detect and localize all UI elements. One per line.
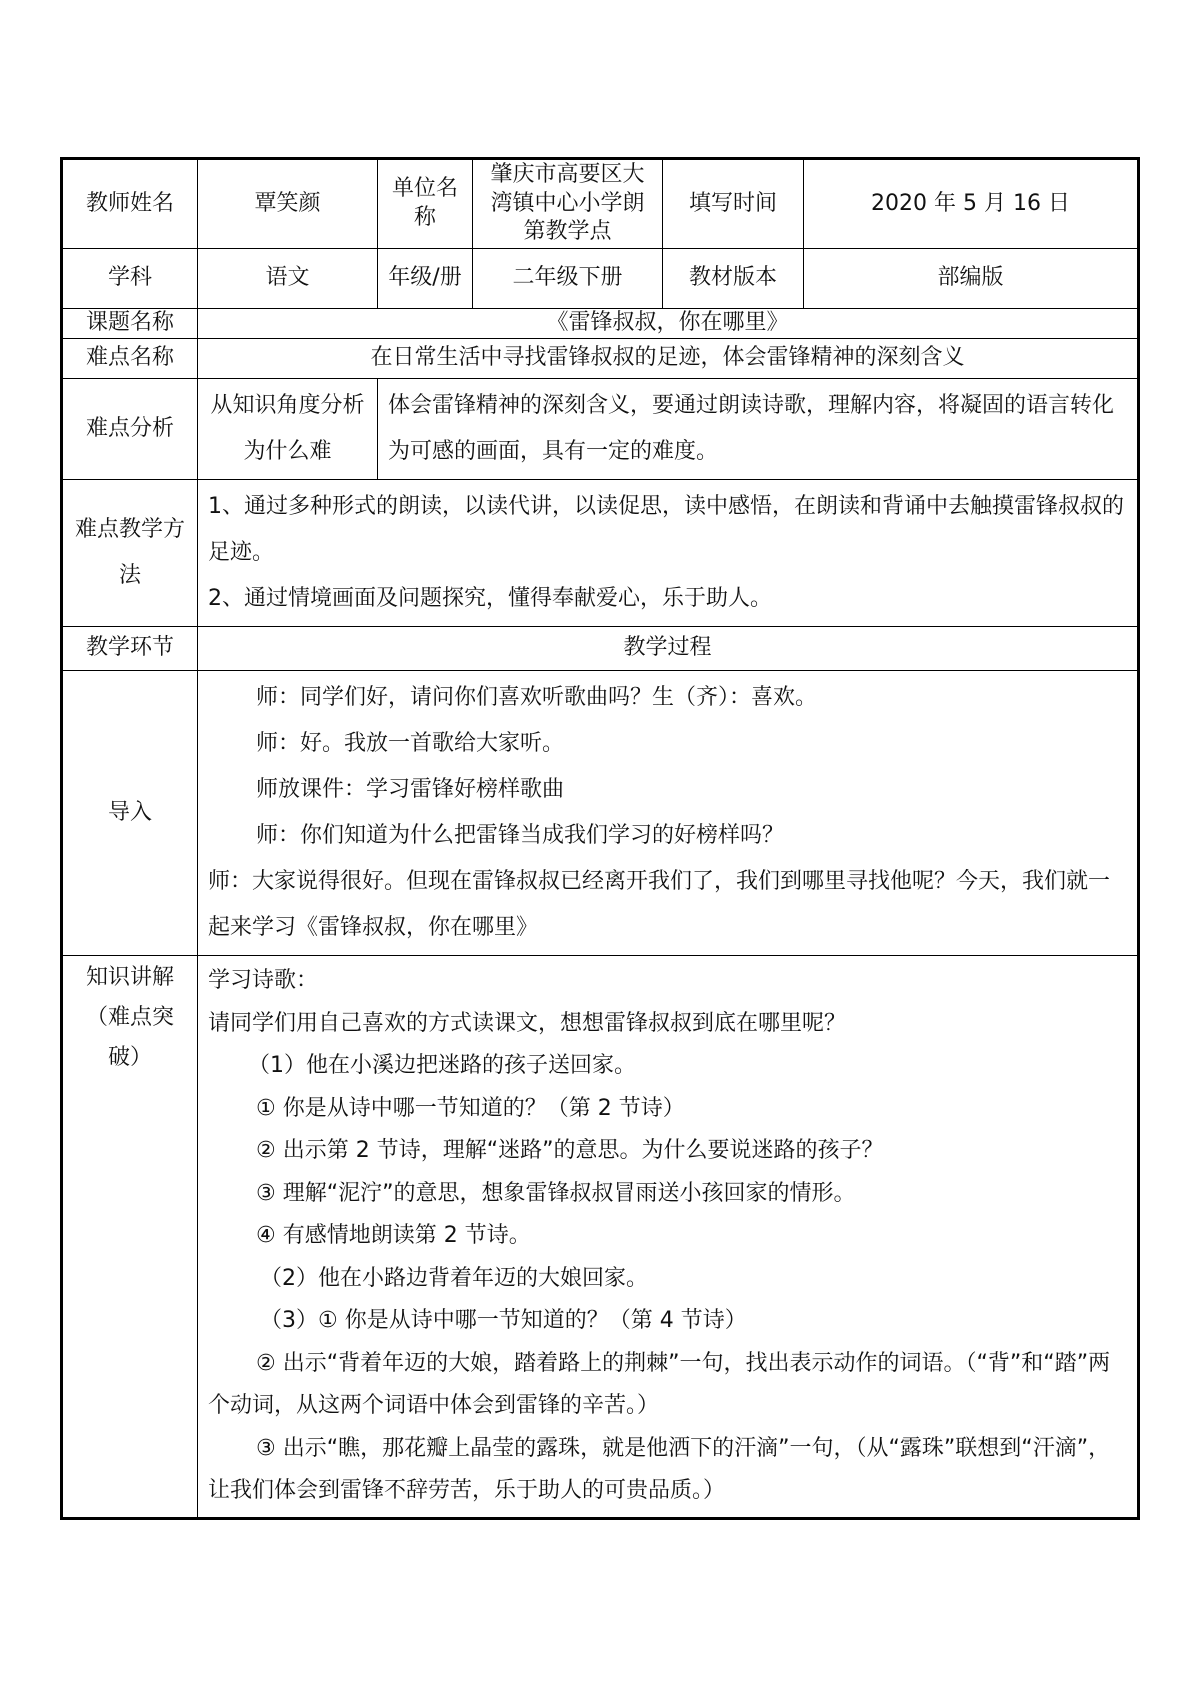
knowledge-label-line: （难点突	[85, 1005, 174, 1030]
knowledge-row	[62, 956, 1139, 1519]
method-item: 2、通过情境画面及问题探究，懂得奉献爱心，乐于助人。	[208, 586, 772, 611]
knowledge-line: ② 出示第 2 节诗，理解“迷路”的意思。为什么要说迷路的孩子？	[256, 1138, 884, 1163]
knowledge-line: ④ 有感情地朗读第 2 节诗。	[256, 1223, 531, 1248]
lesson-plan-sheet	[60, 157, 1137, 1520]
header-row-2	[62, 249, 1139, 309]
analysis-label: 难点分析	[62, 379, 198, 480]
knowledge-label-line: 破）	[107, 1045, 152, 1070]
methods-label: 难点教学方法	[62, 480, 198, 627]
edition-label: 教材版本	[663, 249, 804, 309]
grade-value: 二年级下册	[473, 249, 663, 309]
intro-label: 导入	[62, 671, 198, 956]
analysis-sub-label: 从知识角度分析为什么难	[198, 379, 378, 480]
unit-label: 单位名称	[378, 159, 473, 249]
teacher-value: 覃笑颜	[198, 159, 378, 249]
knowledge-line: 学习诗歌：	[208, 968, 319, 993]
date-label: 填写时间	[663, 159, 804, 249]
topic-row	[62, 309, 1139, 339]
intro-line: 师：同学们好，请问你们喜欢听歌曲吗？生（齐）：喜欢。	[256, 685, 818, 710]
knowledge-line: ③ 理解“泥泞”的意思，想象雷锋叔叔冒雨送小孩回家的情形。	[256, 1180, 856, 1206]
knowledge-line: ① 你是从诗中哪一节知道的？（第 2 节诗）	[256, 1095, 685, 1121]
knowledge-line: （3）① 你是从诗中哪一节知道的？（第 4 节诗）	[260, 1308, 747, 1333]
intro-row	[62, 671, 1139, 956]
grade-label: 年级/册	[378, 249, 473, 309]
process-label: 教学过程	[198, 627, 1139, 671]
edition-value: 部编版	[804, 249, 1139, 309]
difficulty-row	[62, 339, 1139, 379]
knowledge-label	[62, 956, 198, 1519]
analysis-value: 体会雷锋精神的深刻含义，要通过朗读诗歌，理解内容，将凝固的语言转化为可感的画面，具有一定的难度。	[378, 379, 1139, 480]
lesson-plan-table	[60, 157, 1140, 1520]
intro-line: 师：你们知道为什么把雷锋当成我们学习的好榜样吗？	[256, 823, 785, 848]
knowledge-content	[198, 956, 1139, 1519]
teacher-label: 教师姓名	[62, 159, 198, 249]
subject-label: 学科	[62, 249, 198, 309]
subject-value: 语文	[198, 249, 378, 309]
analysis-row	[62, 379, 1139, 480]
knowledge-line: （1）他在小溪边把迷路的孩子送回家。	[248, 1053, 636, 1078]
process-step-label: 教学环节	[62, 627, 198, 671]
methods-row	[62, 480, 1139, 627]
knowledge-label-line: 知识讲解	[85, 965, 174, 990]
topic-label: 课题名称	[62, 309, 198, 339]
topic-value: 《雷锋叔叔，你在哪里》	[198, 309, 1139, 339]
knowledge-line: 请同学们用自己喜欢的方式读课文，想想雷锋叔叔到底在哪里呢？	[208, 1010, 847, 1036]
knowledge-line: ② 出示“背着年迈的大娘，踏着路上的荆棘”一句，找出表示动作的词语。（“背”和“踏”两个动词，从这两个词语中体会到雷锋的辛苦。）	[208, 1350, 1111, 1418]
unit-value: 肇庆市高要区大湾镇中心小学朗第教学点	[473, 159, 663, 249]
header-row-1	[62, 159, 1139, 249]
intro-line: 师：大家说得很好。但现在雷锋叔叔已经离开我们了，我们到哪里寻找他呢？今天，我们就一起来学习《雷锋叔叔，你在哪里》	[208, 869, 1111, 940]
methods-content	[198, 480, 1139, 627]
knowledge-line: ③ 出示“瞧，那花瓣上晶莹的露珠，就是他洒下的汗滴”一句，（从“露珠”联想到“汗滴”，让我们体会到雷锋不辞劳苦，乐于助人的可贵品质。）	[208, 1435, 1111, 1503]
knowledge-line: （2）他在小路边背着年迈的大娘回家。	[260, 1265, 648, 1291]
difficulty-value: 在日常生活中寻找雷锋叔叔的足迹，体会雷锋精神的深刻含义	[198, 339, 1139, 379]
date-value: 2020 年 5 月 16 日	[804, 159, 1139, 249]
intro-content	[198, 671, 1139, 956]
intro-line: 师：好。我放一首歌给大家听。	[256, 731, 565, 756]
difficulty-label: 难点名称	[62, 339, 198, 379]
intro-line: 师放课件：学习雷锋好榜样歌曲	[256, 777, 565, 802]
process-header-row	[62, 627, 1139, 671]
method-item: 1、通过多种形式的朗读，以读代讲，以读促思，读中感悟，在朗读和背诵中去触摸雷锋叔叔的足迹。	[208, 494, 1125, 565]
